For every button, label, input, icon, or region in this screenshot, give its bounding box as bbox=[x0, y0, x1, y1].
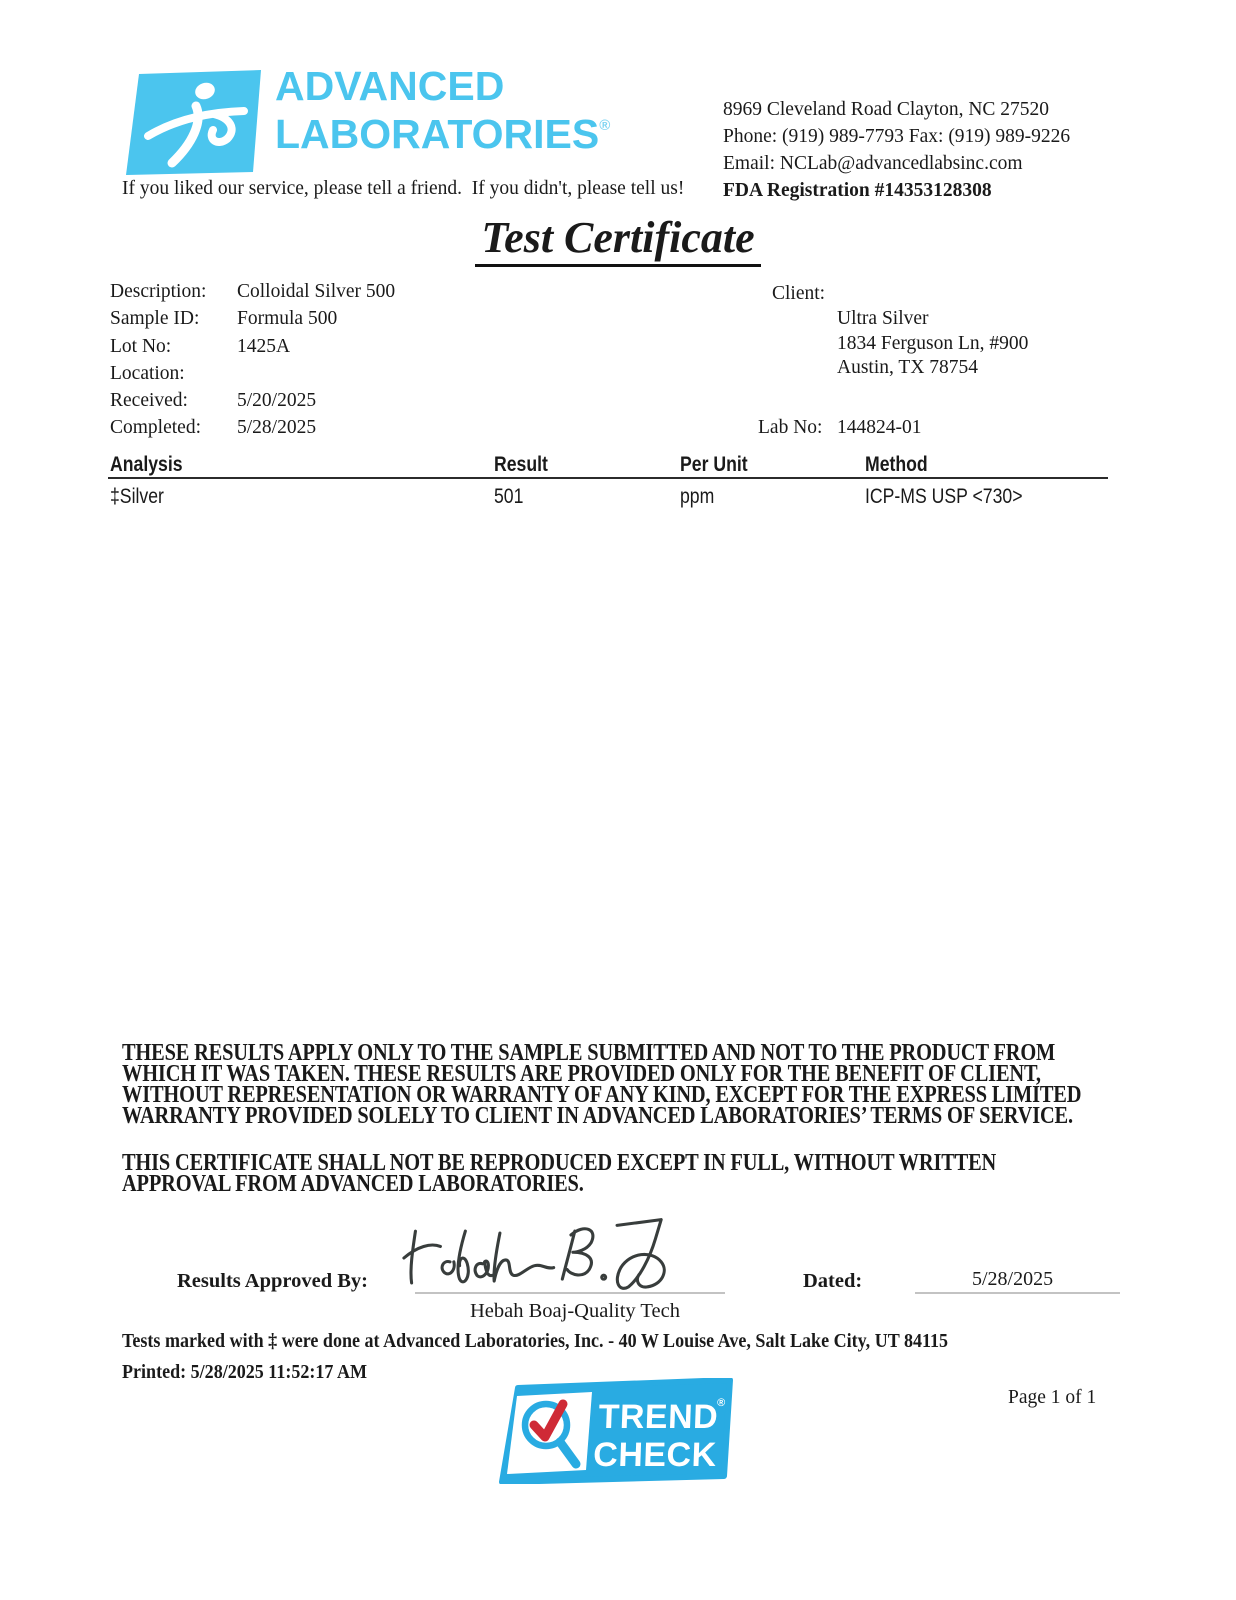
client-address-block bbox=[837, 307, 1028, 381]
field-value: 5/28/2025 bbox=[237, 417, 317, 439]
field-row-location bbox=[110, 363, 395, 390]
trend-check-logo bbox=[496, 1378, 738, 1484]
signer-name: Hebah Boaj-Quality Tech bbox=[470, 1300, 680, 1322]
field-row-description bbox=[110, 281, 395, 308]
lab-address: 8969 Cleveland Road Clayton, NC 27520 bbox=[723, 99, 1050, 120]
field-label: Received: bbox=[110, 390, 188, 412]
table-header-rule bbox=[108, 477, 1108, 479]
lab-email: Email: NCLab@advancedlabsinc.com bbox=[723, 153, 1023, 174]
field-label: Description: bbox=[110, 281, 207, 302]
signature-line bbox=[415, 1292, 725, 1294]
page-number: Page 1 of 1 bbox=[1008, 1387, 1097, 1408]
disclaimer-line: WARRANTY PROVIDED SOLELY TO CLIENT IN ADVANCED LABORATORIES’ TERMS OF SERVICE. bbox=[122, 1103, 1073, 1129]
registered-mark: ® bbox=[599, 117, 611, 134]
printed-timestamp: Printed: 5/28/2025 11:52:17 AM bbox=[122, 1361, 368, 1383]
tests-marked-note: Tests marked with ‡ were done at Advanced Laboratories, Inc. - 40 W Louise Ave, Salt Lake City, UT 84115 bbox=[122, 1330, 949, 1352]
fda-registration: FDA Registration #14353128308 bbox=[723, 180, 992, 201]
logo-wordmark bbox=[275, 63, 611, 157]
field-label: Completed: bbox=[110, 417, 201, 439]
reproduction-notice-line: APPROVAL FROM ADVANCED LABORATORIES. bbox=[122, 1171, 584, 1197]
field-label: Lot No: bbox=[110, 335, 172, 357]
lab-no-label: Lab No: bbox=[758, 417, 823, 438]
lab-no-value: 144824-01 bbox=[837, 417, 922, 438]
field-value: 5/20/2025 bbox=[237, 390, 317, 412]
trendcheck-word-2: CHECK bbox=[592, 1436, 718, 1474]
logo-line2: LABORATORIES® bbox=[275, 111, 611, 157]
lab-phone-fax: Phone: (919) 989-7793 Fax: (919) 989-9226 bbox=[723, 126, 1071, 147]
trendcheck-registered: ® bbox=[716, 1397, 726, 1409]
column-header-result: Result bbox=[494, 453, 548, 476]
column-header-analysis: Analysis bbox=[110, 453, 183, 476]
field-row-sample-id bbox=[110, 308, 395, 335]
field-label: Sample ID: bbox=[110, 308, 200, 330]
page-title: Test Certificate bbox=[475, 212, 760, 267]
column-header-method: Method bbox=[865, 453, 928, 476]
field-value: Formula 500 bbox=[237, 308, 338, 330]
trendcheck-word-1: TREND bbox=[597, 1398, 719, 1436]
service-tagline: If you liked our service, please tell a friend. If you didn't, please tell us! bbox=[122, 178, 685, 199]
disclaimer-line: WHICH IT WAS TAKEN. THESE RESULTS ARE PROVIDED ONLY FOR THE BENEFIT OF CLIENT, bbox=[122, 1061, 1041, 1087]
reproduction-notice-line: THIS CERTIFICATE SHALL NOT BE REPRODUCED EXCEPT IN FULL, WITHOUT WRITTEN bbox=[122, 1150, 997, 1176]
field-row-completed bbox=[110, 417, 395, 444]
dated-label: Dated: bbox=[803, 1270, 863, 1292]
dated-value: 5/28/2025 bbox=[972, 1268, 1054, 1290]
advanced-laboratories-logo-mark bbox=[126, 70, 262, 176]
disclaimer-line: WITHOUT REPRESENTATION OR WARRANTY OF ANY KIND, EXCEPT FOR THE EXPRESS LIMITED bbox=[122, 1082, 1082, 1108]
title-wrap bbox=[0, 212, 1236, 267]
column-header-per-unit: Per Unit bbox=[680, 453, 748, 476]
result-cell-result: 501 bbox=[494, 485, 524, 508]
date-line bbox=[915, 1292, 1120, 1294]
result-cell-per-unit: ppm bbox=[680, 485, 715, 508]
field-row-received bbox=[110, 390, 395, 417]
result-cell-method: ICP-MS USP <730> bbox=[865, 485, 1023, 508]
sample-info-block bbox=[110, 281, 395, 445]
logo-line1: ADVANCED bbox=[275, 63, 505, 109]
lab-contact-block bbox=[723, 96, 1070, 204]
client-address-1: 1834 Ferguson Ln, #900 bbox=[837, 332, 1029, 354]
client-name: Ultra Silver bbox=[837, 308, 929, 329]
results-approved-by-label: Results Approved By: bbox=[177, 1270, 368, 1292]
disclaimer-line: THESE RESULTS APPLY ONLY TO THE SAMPLE SUBMITTED AND NOT TO THE PRODUCT FROM bbox=[122, 1040, 1056, 1066]
field-value: 1425A bbox=[237, 335, 291, 357]
client-label: Client: bbox=[772, 283, 826, 304]
client-address-2: Austin, TX 78754 bbox=[837, 357, 979, 379]
field-row-lot-no bbox=[110, 336, 395, 363]
field-value: Colloidal Silver 500 bbox=[237, 281, 396, 302]
result-cell-analysis: ‡Silver bbox=[110, 485, 164, 508]
field-label: Location: bbox=[110, 362, 185, 384]
